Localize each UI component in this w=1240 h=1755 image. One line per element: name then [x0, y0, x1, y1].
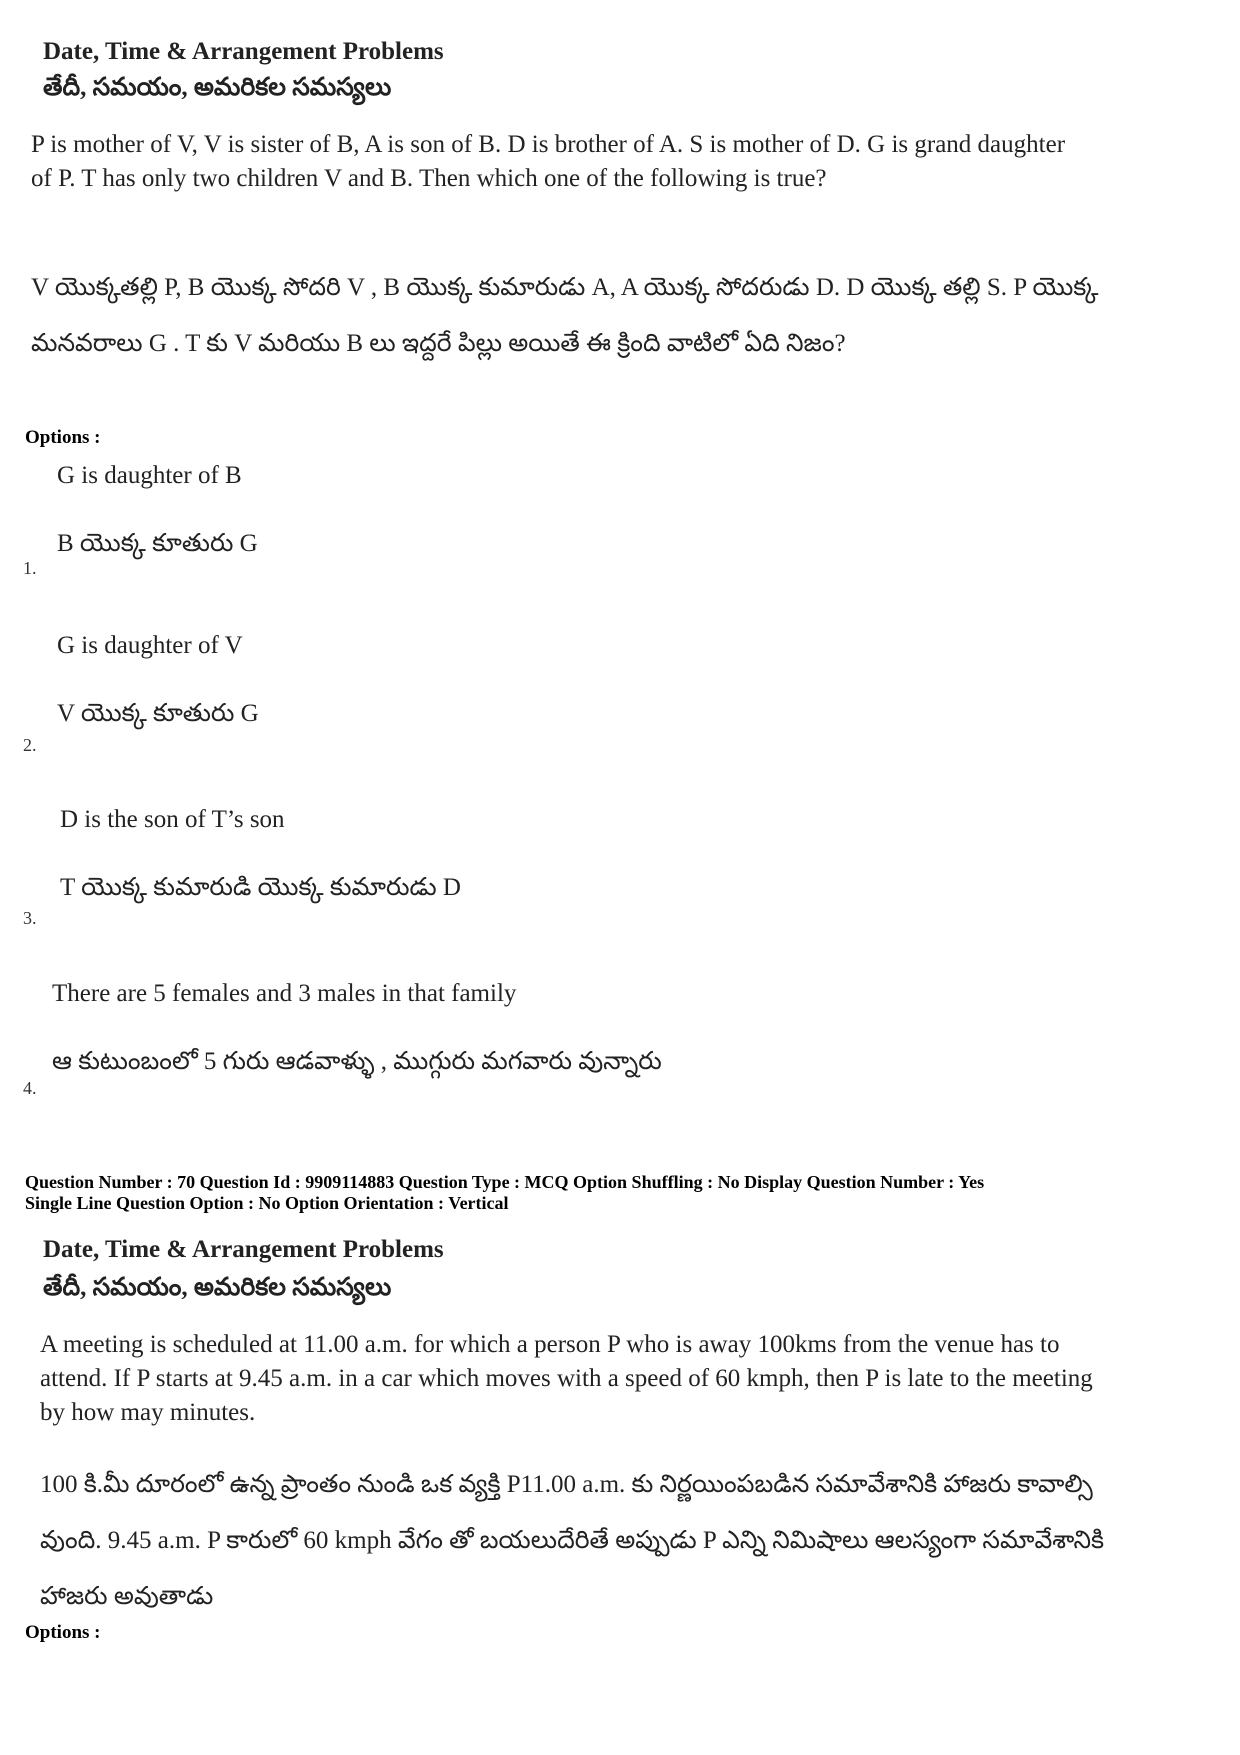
- q69-option-2-number: 2.: [23, 735, 37, 755]
- q69-option-1-text[interactable]: G is daughter of B: [57, 462, 242, 489]
- q69-category-title-telugu: తేదీ, సమయం, అమరికల సమస్యలు: [43, 74, 392, 101]
- q69-option-1-number: 1.: [23, 558, 37, 578]
- q69-option-2-text[interactable]: G is daughter of V: [57, 632, 243, 659]
- q70-meta-line-2: Single Line Question Option : No Option Orientation : Vertical: [25, 1193, 509, 1213]
- q70-question-text-telugu: 100 కి.మీ దూరంలో ఉన్న ప్రాంతం నుండి ఒక వ్యక్తి P11.00 a.m. కు నిర్ణయింపబడిన సమావేశానికి హాజరు కావాల్సి వుంది. 9.45 a.m. P కారులో 60 kmph వేగం తో బయలుదేరితే అప్పుడు P ఎన్ని నిమిషాలు ఆలస్యంగా సమావేశానికి హాజరు అవుతాడు: [40, 1471, 1105, 1610]
- q69-options-label: Options :: [25, 427, 101, 448]
- q69-option-3-text[interactable]: D is the son of T’s son: [60, 806, 285, 833]
- q69-option-3-number: 3.: [23, 908, 37, 928]
- q69-option-1-text-telugu[interactable]: B యొక్క కూతురు G: [57, 530, 258, 557]
- q70-category-title: Date, Time & Arrangement Problems: [43, 1236, 444, 1263]
- q69-option-4-text-telugu[interactable]: ఆ కుటుంబంలో 5 గురు ఆడవాళ్ళు , ముగ్గురు మగవారు వున్నారు: [52, 1048, 662, 1075]
- q69-question-text-telugu: V యొక్కతల్లి P, B యొక్క సోదరి V , B యొక్క కుమారుడు A, A యొక్క సోదరుడు D. D యొక్క తల్లి S. P యొక్క మనవరాలు G . T కు V మరియు B లు ఇద్దరే పిల్లు అయితే ఈ క్రింది వాటిలో ఏది నిజం?: [31, 274, 1099, 357]
- q70-question-text: A meeting is scheduled at 11.00 a.m. for which a person P who is away 100kms from the venue has to attend. If P starts at 9.45 a.m. in a car which moves with a speed of 60 kmph, then P is late to the meeting by how may minutes.: [40, 1331, 1093, 1426]
- q70-options-label: Options :: [25, 1622, 101, 1643]
- q69-option-4-number: 4.: [23, 1078, 37, 1098]
- q70-meta-line-1: Question Number : 70 Question Id : 9909114883 Question Type : MCQ Option Shuffling : No Display Question Number : Yes: [25, 1172, 985, 1192]
- q69-question-text: P is mother of V, V is sister of B, A is son of B. D is brother of A. S is mother of D. G is grand daughter of P. T has only two children V and B. Then which one of the following is true?: [31, 131, 1066, 192]
- q69-option-4-text[interactable]: There are 5 females and 3 males in that family: [52, 980, 517, 1007]
- q69-option-3-text-telugu[interactable]: T యొక్క కుమారుడి యొక్క కుమారుడు D: [60, 874, 461, 901]
- q69-option-2-text-telugu[interactable]: V యొక్క కూతురు G: [57, 700, 259, 727]
- q69-category-title: Date, Time & Arrangement Problems: [43, 38, 444, 65]
- q70-category-title-telugu: తేదీ, సమయం, అమరికల సమస్యలు: [43, 1274, 392, 1301]
